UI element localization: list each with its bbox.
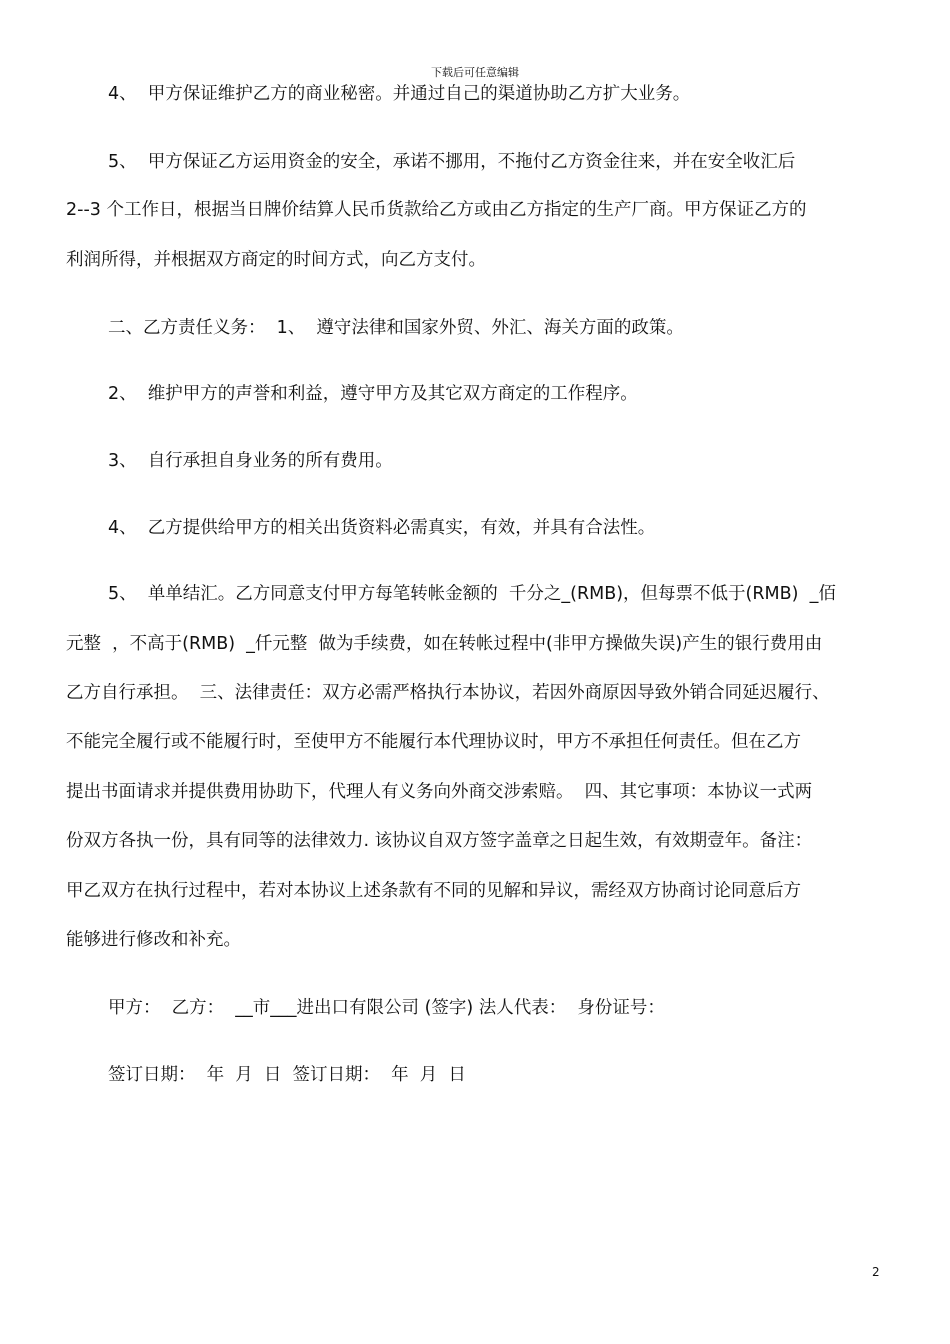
clause-a5-line-3: 利润所得，并根据双方商定的时间方式，向乙方支付。: [66, 250, 486, 270]
clause-a5-line-1: 5、 甲方保证乙方运用资金的安全，承诺不挪用，不拖付乙方资金往来，并在安全收汇后: [108, 152, 796, 172]
clause-b5-line-8: 能够进行修改和补充。: [66, 930, 241, 950]
clause-b5-line-5: 提出书面请求并提供费用协助下，代理人有义务向外商交涉索赔。 四、其它事项：本协议一式两: [66, 782, 813, 802]
clause-b5-line-1: 5、 单单结汇。乙方同意支付甲方每笔转帐金额的 千分之_(RMB)，但每票不低于(RMB) _佰: [108, 584, 836, 604]
clause-a5-line-2: 2--3 个工作日，根据当日牌价结算人民币货款给乙方或由乙方指定的生产厂商。甲方保证乙方的: [66, 200, 807, 220]
section-2-line: 二、乙方责任义务： 1、 遵守法律和国家外贸、外汇、海关方面的政策。: [108, 318, 684, 338]
clause-b5-line-7: 甲乙双方在执行过程中，若对本协议上述条款有不同的见解和异议，需经双方协商讨论同意后方: [66, 881, 801, 901]
clause-b3-line: 3、 自行承担自身业务的所有费用。: [108, 451, 393, 471]
signature-date-line: 签订日期： 年 月 日 签订日期： 年 月 日: [108, 1065, 466, 1085]
clause-b2-line: 2、 维护甲方的声誉和利益，遵守甲方及其它双方商定的工作程序。: [108, 384, 638, 404]
clause-b4-line: 4、 乙方提供给甲方的相关出货资料必需真实，有效，并具有合法性。: [108, 518, 656, 538]
clause-b5-line-3: 乙方自行承担。 三、法律责任：双方必需严格执行本协议，若因外商原因导致外销合同延迟履行、: [66, 683, 830, 703]
clause-a4-line: 4、 甲方保证维护乙方的商业秘密。并通过自己的渠道协助乙方扩大业务。: [108, 84, 691, 104]
clause-b5-line-4: 不能完全履行或不能履行时，至使甲方不能履行本代理协议时，甲方不承担任何责任。但在乙方: [66, 732, 801, 752]
header-note: 下载后可任意编辑: [431, 66, 519, 79]
signature-parties-line: 甲方： 乙方： __市___进出口有限公司 (签字) 法人代表： 身份证号：: [108, 998, 665, 1018]
page-number: 2: [872, 1265, 880, 1279]
clause-b5-line-2: 元整 ，不高于(RMB) _仟元整 做为手续费，如在转帐过程中(非甲方操做失误)产生的银行费用由: [66, 634, 823, 654]
clause-b5-line-6: 份双方各执一份，具有同等的法律效力. 该协议自双方签字盖章之日起生效，有效期壹年。备注：: [66, 831, 813, 851]
